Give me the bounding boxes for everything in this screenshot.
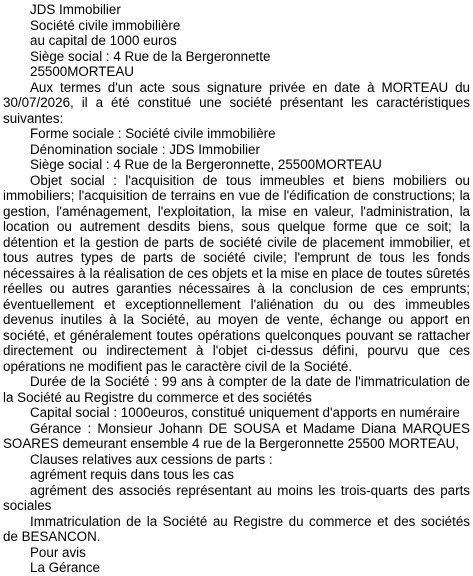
agrement-requis: agrément requis dans tous les cas xyxy=(30,467,234,482)
siege-social: Siège social : 4 Rue de la Bergeronnette, 25500MORTEAU xyxy=(30,157,382,172)
capital-social: Capital social : 1000euros, constitué uniquement d'apports en numéraire xyxy=(30,405,460,420)
company-address: Siège social : 4 Rue de la Bergeronnette xyxy=(30,48,271,64)
forme-sociale: Forme sociale : Société civile immobilière xyxy=(30,126,276,141)
gerance: Gérance : Monsieur Johann DE SOUSA et Madame Diana MARQUES SOARES demeurant ensemble 4 rue de la Bergeronnette 25500 MORTEAU, xyxy=(3,420,470,451)
agrement-associes: agrément des associés représentant au moins les trois-quarts des parts sociales xyxy=(3,482,470,513)
intro-paragraph: Aux termes d'un acte sous signature privée en date à MORTEAU du 30/07/2026, il a été constitué une société présentant les caractéristiques suivantes: xyxy=(3,79,470,126)
company-type: Société civile immobilière xyxy=(30,17,181,33)
duree-societe: Durée de la Société : 99 ans à compter de la date de l'immatriculation de la Société au Registre du commerce et des sociétés xyxy=(3,374,470,405)
denomination-sociale: Dénomination sociale : JDS Immobilier xyxy=(30,141,260,157)
immatriculation: Immatriculation de la Société au Registre du commerce et des sociétés de BESANCON. xyxy=(3,513,470,544)
pour-avis: Pour avis xyxy=(30,544,86,560)
company-capital: au capital de 1000 euros xyxy=(30,33,177,48)
objet-social: Objet social : l'acquisition de tous immeubles et biens mobiliers ou immobiliers; l'acquisition de terrains en vue de l'édification de constructions; la gestion, l'aménagement, l'exploitation, la mise en valeur, l'administration, la location ou autrement desdits biens, sous quelque forme que ce soit; la détention et la gestion de parts de société civile de placement immobilier, et tous autres types de parts de société civile; l'emprunt de tous les fonds nécessaires à la réalisation de ces objets et la mise en place de toutes sûretés réelles ou autres garanties nécessaires à la conclusion de ces emprunts; éventuellement et exceptionnellement l'aliénation du ou des immeubles devenus inutiles à la Société, au moyen de vente, échange ou apport en société, et généralement toutes opérations quelconques pouvant se rattacher directement ou indirectement à l'objet ci-dessus défini, pourvu que ces opérations ne modifient pas le caractère civil de la Société. xyxy=(3,172,470,374)
clauses-cessions: Clauses relatives aux cessions de parts : xyxy=(30,451,273,467)
signature: La Gérance xyxy=(30,560,100,575)
company-name: JDS Immobilier xyxy=(30,2,121,17)
company-postcode-city: 25500MORTEAU xyxy=(30,64,134,79)
